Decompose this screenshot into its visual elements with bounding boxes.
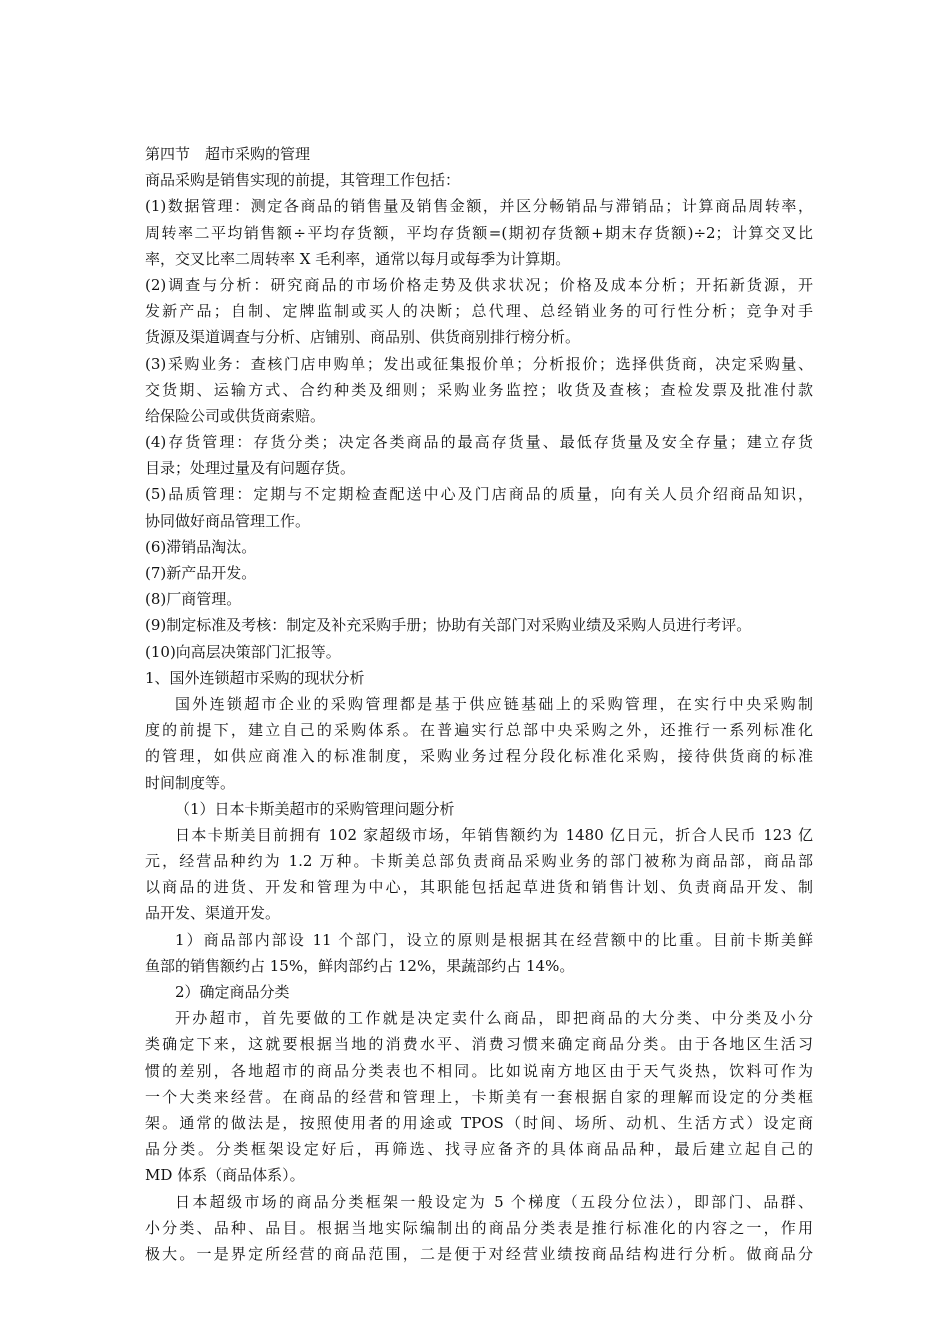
list-item-3-line-3: 给保险公司或供货商索赔。 bbox=[145, 406, 326, 425]
document-page bbox=[145, 141, 813, 1267]
subheading-kasumi: （1）日本卡斯美超市的采购管理问题分析 bbox=[175, 799, 455, 818]
paragraph-line: 度的前提下，建立自己的采购体系。在普遍实行总部中央采购之外，还推行一系列标准化 bbox=[145, 721, 813, 740]
paragraph-line: 架。通常的做法是，按照使用者的用途或 TPOS（时间、场所、动机、生活方式）设定商 bbox=[145, 1113, 813, 1132]
list-item-3-line-2: 交货期、运输方式、合约种类及细则；采购业务监控；收货及查核；查检发票及批准付款 bbox=[145, 380, 813, 399]
list-item-8: (8)厂商管理。 bbox=[145, 590, 242, 609]
paragraph-foreign-chains bbox=[145, 691, 813, 796]
paragraph-line: 日本卡斯美目前拥有 102 家超级市场，年销售额约为 1480 亿日元，折合人民币 123 亿 bbox=[175, 825, 813, 844]
section-title: 第四节 超市采购的管理 bbox=[145, 145, 311, 163]
list-item-4-line-1: (4)存货管理：存货分类；决定各类商品的最高存货量、最低存货量及安全存量；建立存货 bbox=[145, 433, 813, 452]
list-item-5-line-2: 协同做好商品管理工作。 bbox=[145, 511, 311, 530]
list-item-10: (10)向高层决策部门汇报等。 bbox=[145, 642, 341, 661]
subheading-classification: 2）确定商品分类 bbox=[175, 983, 290, 1001]
paragraph-line: 鱼部的销售额约占 15%，鲜肉部约占 12%，果蔬部约占 14%。 bbox=[145, 956, 575, 975]
management-list bbox=[145, 193, 813, 664]
list-item-1-line-2: 周转率二平均销售额÷平均存货额，平均存货额=(期初存货额+期末存货额)÷2；计算交叉比 bbox=[145, 223, 813, 242]
paragraph-line: 品开发、渠道开发。 bbox=[145, 904, 281, 923]
list-item-5-line-1: (5)品质管理：定期与不定期检查配送中心及门店商品的质量，向有关人员介绍商品知识， bbox=[145, 485, 813, 504]
paragraph-line: 惯的差别，各地超市的商品分类表也不相同。比如说南方地区由于天气炎热，饮料可作为 bbox=[145, 1061, 813, 1080]
paragraph-line: 品分类。分类框架设定好后，再筛选、找寻应备齐的具体商品品种，最后建立起自己的 bbox=[145, 1140, 813, 1159]
paragraph-classification bbox=[145, 1005, 813, 1188]
paragraph-line: 小分类、品种、品目。根据当地实际编制出的商品分类表是推行标准化的内容之一，作用 bbox=[145, 1218, 813, 1237]
paragraph-line: 以商品的进货、开发和管理为中心，其职能包括起草进货和销售计划、负责商品开发、制 bbox=[145, 878, 813, 897]
paragraph-line: 一个大类来经营。在商品的经营和管理上，卡斯美有一套根据自家的理解而设定的分类框 bbox=[145, 1087, 813, 1106]
list-item-2-line-2: 发新产品；自制、定牌监制或买人的决断；总代理、总经销业务的可行性分析；竞争对手 bbox=[145, 302, 813, 321]
list-item-1-line-1: (1)数据管理：测定各商品的销售量及销售金额，并区分畅销品与滞销品；计算商品周转率， bbox=[145, 197, 813, 216]
list-item-7: (7)新产品开发。 bbox=[145, 564, 257, 582]
paragraph-framework bbox=[145, 1189, 813, 1268]
list-item-2-line-1: (2)调查与分析：研究商品的市场价格走势及供求状况；价格及成本分析；开拓新货源，开 bbox=[145, 275, 813, 294]
list-item-3-line-1: (3)采购业务：查核门店申购单；发出或征集报价单；分析报价；选择供货商，决定采购量、 bbox=[145, 354, 813, 373]
list-item-6: (6)滞销品淘汰。 bbox=[145, 537, 257, 556]
paragraph-line: 时间制度等。 bbox=[145, 773, 236, 792]
paragraph-line: 的管理，如供应商准入的标准制度，采购业务过程分段化标准化采购，接待供货商的标准 bbox=[145, 747, 813, 766]
list-item-1-line-3: 率，交叉比率二周转率 X 毛利率，通常以每月或每季为计算期。 bbox=[145, 249, 571, 268]
paragraph-line: 极大。一是界定所经营的商品范围，二是便于对经营业绩按商品结构进行分析。做商品分 bbox=[145, 1244, 813, 1263]
paragraph-kasumi-overview bbox=[145, 822, 813, 927]
paragraph-line: 开办超市，首先要做的工作就是决定卖什么商品，即把商品的大分类、中分类及小分 bbox=[175, 1009, 813, 1028]
paragraph-line: 国外连锁超市企业的采购管理都是基于供应链基础上的采购管理，在实行中央采购制 bbox=[175, 694, 813, 713]
paragraph-departments bbox=[145, 927, 813, 979]
list-item-9: (9)制定标准及考核：制定及补充采购手册；协助有关部门对采购业绩及采购人员进行考评。 bbox=[145, 616, 752, 635]
paragraph-line: 日本超级市场的商品分类框架一般设定为 5 个梯度（五段分位法），即部门、品群、 bbox=[175, 1192, 813, 1211]
heading-foreign-chains: 1、国外连锁超市采购的现状分析 bbox=[145, 668, 365, 687]
list-item-4-line-2: 目录；处理过量及有问题存货。 bbox=[145, 459, 356, 478]
paragraph-line: MD 体系（商品体系）。 bbox=[145, 1166, 305, 1185]
paragraph-line: 类确定下来，这就要根据当地的消费水平、消费习惯来确定商品分类。由于各地区生活习 bbox=[145, 1035, 813, 1054]
paragraph-line: 1）商品部内部设 11 个部门，设立的原则是根据其在经营额中的比重。目前卡斯美鲜 bbox=[175, 930, 813, 949]
intro-text: 商品采购是销售实现的前提，其管理工作包括： bbox=[145, 171, 461, 190]
list-item-2-line-3: 货源及渠道调查与分析、店铺别、商品别、供货商别排行榜分析。 bbox=[145, 328, 581, 347]
paragraph-line: 元，经营品种约为 1.2 万种。卡斯美总部负责商品采购业务的部门被称为商品部，商品部 bbox=[145, 852, 813, 871]
